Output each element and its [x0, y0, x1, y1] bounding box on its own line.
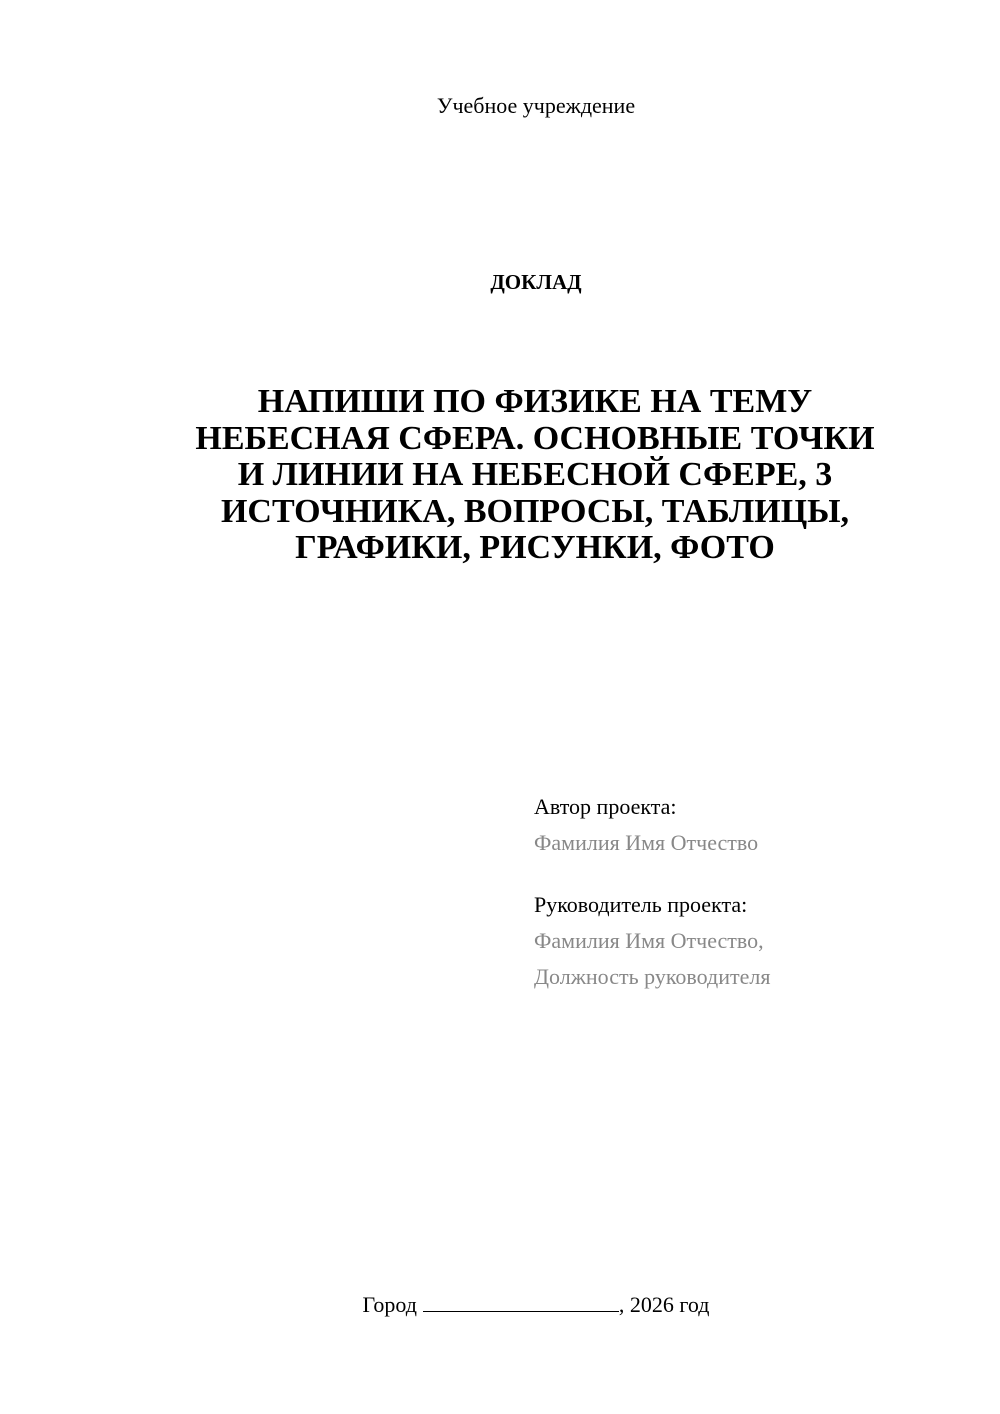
footer-city-year: [0, 1290, 1000, 1320]
city-label: Город: [362, 1292, 417, 1317]
document-type: ДОКЛАД: [490, 270, 582, 294]
supervisor-name-placeholder: Фамилия Имя Отчество,: [534, 928, 764, 953]
title-line: И ЛИНИИ НА НЕБЕСНОЙ СФЕРЕ, 3: [237, 456, 833, 493]
title-line: НАПИШИ ПО ФИЗИКЕ НА ТЕМУ: [257, 383, 813, 420]
title-line: ГРАФИКИ, РИСУНКИ, ФОТО: [295, 529, 775, 566]
year-text: , 2026 год: [618, 1292, 710, 1317]
title-line: НЕБЕСНАЯ СФЕРА. ОСНОВНЫЕ ТОЧКИ: [195, 419, 875, 457]
title-line: ИСТОЧНИКА, ВОПРОСЫ, ТАБЛИЦЫ,: [220, 492, 850, 530]
author-name-placeholder: Фамилия Имя Отчество: [534, 830, 759, 855]
city-blank-line: [423, 1291, 619, 1312]
credits-block: [534, 789, 974, 995]
supervisor-label: Руководитель проекта:: [534, 892, 748, 917]
author-label: Автор проекта:: [534, 794, 677, 819]
document-title: [130, 384, 940, 567]
supervisor-position-placeholder: Должность руководителя: [534, 964, 771, 989]
credits-spacer: [534, 861, 974, 887]
institution-name: Учебное учреждение: [436, 93, 636, 118]
